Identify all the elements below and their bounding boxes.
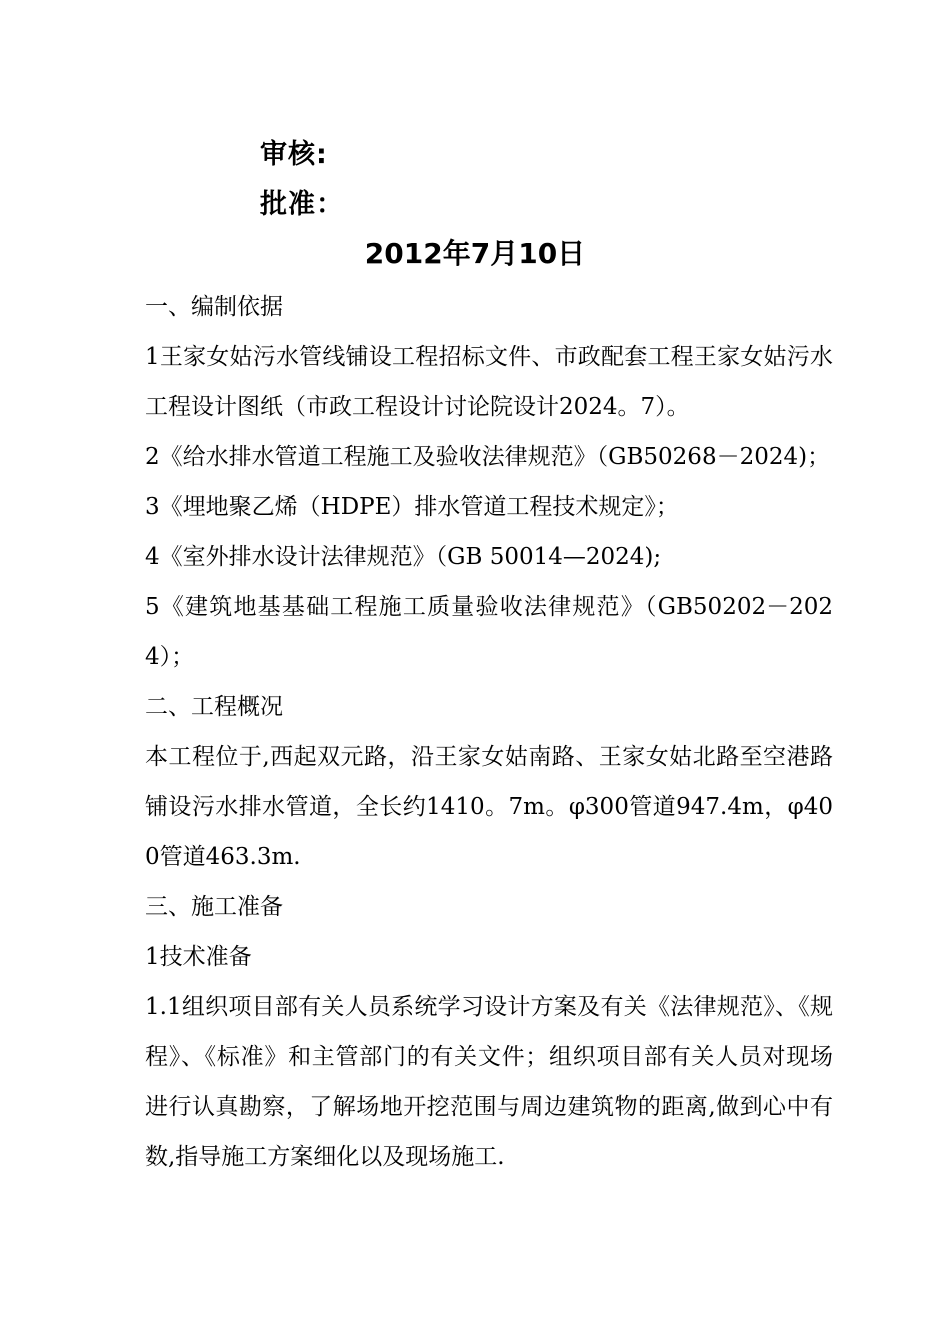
basis-item-4: 4《室外排水设计法律规范》（GB 50014—2024);	[145, 544, 662, 570]
basis-item-3: 3《埋地聚乙烯（HDPE）排水管道工程技术规定》；	[145, 494, 679, 520]
technical-paragraph: 1.1组织项目部有关人员系统学习设计方案及有关《法律规范》、《规程》、《标准》和主管部门的有关文件；组织项目部有关人员对现场进行认真勘察，了解场地开挖范围与周边建筑物的距离,做到心中有数,指导施工方案细化以及现场施工.	[145, 994, 833, 1170]
subsection-heading-technical: 1技术准备	[145, 944, 252, 970]
section-heading-basis: 一、编制依据	[145, 294, 283, 320]
basis-item-1: 1王家女姑污水管线铺设工程招标文件、市政配套工程王家女姑污水工程设计图纸（市政工程设计讨论院设计2024。7）。	[145, 344, 833, 420]
approve-signature-label: 批准：	[260, 189, 344, 220]
overview-paragraph: 本工程位于,西起双元路，沿王家女姑南路、王家女姑北路至空港路铺设污水排水管道，全长约1410。7m。φ300管道947.4m，φ400管道463.3m.	[145, 744, 833, 870]
basis-item-5: 5《建筑地基基础工程施工质量验收法律规范》（GB50202－2024）；	[145, 594, 833, 670]
section-heading-overview: 二、工程概况	[145, 694, 283, 720]
document-date: 2012年7月10日	[364, 237, 586, 270]
section-heading-preparation: 三、施工准备	[145, 894, 283, 920]
document-body	[145, 282, 833, 1182]
basis-item-2: 2《给水排水管道工程施工及验收法律规范》（GB50268－2024)；	[145, 444, 831, 470]
review-signature-label: 审核:	[260, 139, 328, 170]
